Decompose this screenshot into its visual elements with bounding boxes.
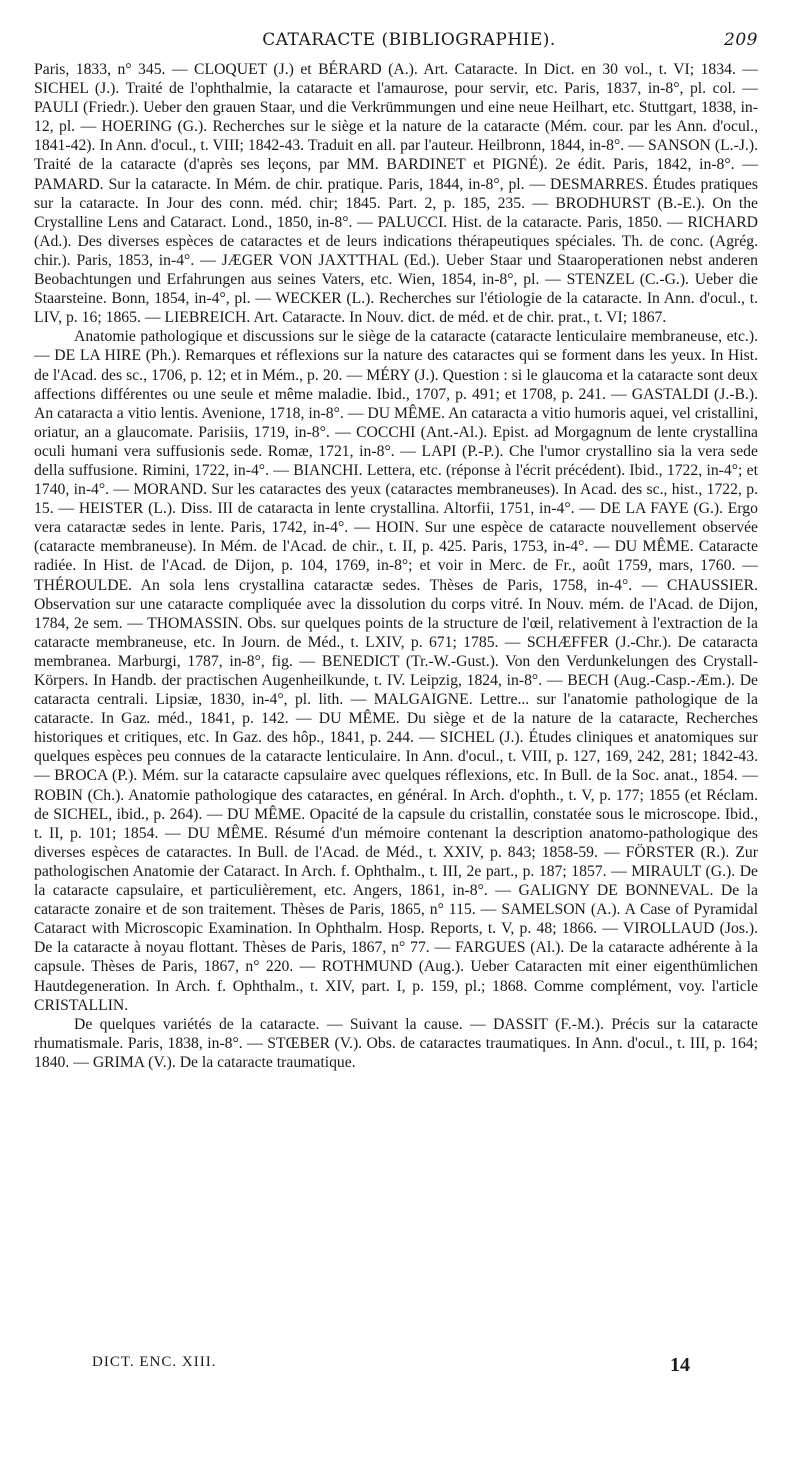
- paragraph-2: Anatomie pathologique et discussions sur le siège de la cataracte (cataracte lenticulaire membraneuse, etc.). — DE LA HIRE (Ph.). Remarques et réflexions sur la nature des cataractes qui se forment dans les yeux. In Hist. de l'Acad. des sc., 1706, p. 12; et in Mém., p. 20. — MÉRY (J.). Question : si le glaucoma et la cataracte sont deux affections différentes ou une seule et même maladie. Ibid., 1707, p. 491; et 1708, p. 241. — GASTALDI (J.-B.). An cataracta a vitio lentis. Avenione, 1718, in-8°. — DU MÊME. An cataracta a vitio humoris aquei, vel cristallini, oriatur, an a glaucomate. Parisiis, 1719, in-8°. — COCCHI (Ant.-Al.). Epist. ad Morgagnum de lente crystallina oculi humani vera suffusionis sede. Romæ, 1721, in-8°. — LAPI (P.-P.). Che l'umor crystallino sia la vera sede della suffusione. Rimini, 1722, in-4°. — BIANCHI. Lettera, etc. (réponse à l'écrit précédent). Ibid., 1722, in-4°; et 1740, in-4°. — MORAND. Sur les cataractes des yeux (cataractes membraneuses). In Acad. des sc., hist., 1722, p. 15. — HEISTER (L.). Diss. III de cataracta in lente crystallina. Altorfii, 1751, in-4°. — DE LA FAYE (G.). Ergo vera cataractæ sedes in lente. Paris, 1742, in-4°. — HOIN. Sur une espèce de cataracte nouvellement observée (cataracte membraneuse). In Mém. de l'Acad. de chir., t. II, p. 425. Paris, 1753, in-4°. — DU MÊME. Cataracte radiée. In Hist. de l'Acad. de Dijon, p. 104, 1769, in-8°; et voir in Merc. de Fr., août 1759, mars, 1760. — THÉROULDE. An sola lens crystallina cataractæ sedes. Thèses de Paris, 1758, in-4°. — CHAUSSIER. Observation sur une cataracte compliquée avec la dissolution du corps vitré. In Nouv. mém. de l'Acad. de Dijon, 1784, 2e sem. — THOMASSIN. Obs. sur quelques points de la structure de l'œil, relativement à l'extraction de la cataracte membraneuse, etc. In Journ. de Méd., t. LXIV, p. 671; 1785. — SCHÆFFER (J.-Chr.). De cataracta membranea. Marburgi, 1787, in-8°, fig. — BENEDICT (Tr.-W.-Gust.). Von den Verdunkelungen des Crystall-Körpers. In Handb. der practischen Augenheilkunde, t. IV. Leipzig, 1824, in-8°. — BECH (Aug.-Casp.-Æm.). De cataracta centrali. Lipsiæ, 1830, in-4°, pl. lith. — MALGAIGNE. Lettre... sur l'anatomie pathologique de la cataracte. In Gaz. méd., 1841, p. 142. — DU MÊME. Du siège et de la nature de la cataracte, Recherches historiques et critiques, etc. In Gaz. des hôp., 1841, p. 244. — SICHEL (J.). Études cliniques et anatomiques sur quelques espèces peu connues de la cataracte lenticulaire. In Ann. d'ocul., t. VIII, p. 127, 169, 242, 281; 1842-43. — BROCA (P.). Mém. sur la cataracte capsulaire avec quelques réflexions, etc. In Bull. de la Soc. anat., 1854. — ROBIN (Ch.). Anatomie pathologique des cataractes, en général. In Arch. d'ophth., t. V, p. 177; 1855 (et Réclam. de SICHEL, ibid., p. 264). — DU MÊME. Opacité de la capsule du cristallin, constatée sous le microscope. Ibid., t. II, p. 101; 1854. — DU MÊME. Résumé d'un mémoire contenant la description anatomo-pathologique des diverses espèces de cataractes. In Bull. de l'Acad. de Méd., t. XXIV, p. 843; 1858-59. — FÖRSTER (R.). Zur pathologischen Anatomie der Cataract. In Arch. f. Ophthalm., t. III, 2e part., p. 187; 1857. — MIRAULT (G.). De la cataracte capsulaire, et particulièrement, etc. Angers, 1861, in-8°. — GALIGNY DE BONNEVAL. De la cataracte zonaire et de son traitement. Thèses de Paris, 1865, n° 115. — SAMELSON (A.). A Case of Pyramidal Cataract with Microscopic Examination. In Ophthalm. Hosp. Reports, t. V, p. 48; 1866. — VIROLLAUD (Jos.). De la cataracte à noyau flottant. Thèses de Paris, 1867, n° 77. — FARGUES (Al.). De la cataracte adhérente à la capsule. Thèses de Paris, 1867, n° 220. — ROTHMUND (Aug.). Ueber Cataracten mit einer eigenthümlichen Hautdegeneration. In Arch. f. Ophthalm., t. XIV, part. I, p. 159, pl.; 1868. Comme complément, voy. l'article CRISTALLIN.: [34, 328, 758, 1014]
- running-header: [34, 30, 758, 60]
- paragraph-3: De quelques variétés de la cataracte. — Suivant la cause. — DASSIT (F.-M.). Précis sur la cataracte rhumatismale. Paris, 1838, in-8°. — STŒBER (V.). Obs. de cataractes traumatiques. In Ann. d'ocul., t. III, p. 164; 1840. — GRIMA (V.). De la cataracte traumatique.: [34, 1015, 758, 1071]
- signature-mark: 14: [670, 1354, 690, 1376]
- running-title: CATARACTE (BIBLIOGRAPHIE).: [262, 30, 556, 50]
- page-number: 209: [724, 30, 758, 50]
- footer-volume-label: DICT. ENC. XIII.: [92, 1354, 217, 1370]
- paragraph-1: Paris, 1833, n° 345. — CLOQUET (J.) et BÉRARD (A.). Art. Cataracte. In Dict. en 30 vol., t. VI; 1834. — SICHEL (J.). Traité de l'ophthalmie, la cataracte et l'amaurose, pour servir, etc. Paris, 1837, in-8°, pl. col. — PAULI (Friedr.). Ueber den grauen Staar, und die Verkrümmungen und eine neue Heilhart, etc. Stuttgart, 1838, in-12, pl. — HOERING (G.). Recherches sur le siège et la nature de la cataracte (Mém. cour. par les Ann. d'ocul., 1841-42). In Ann. d'ocul., t. VIII; 1842-43. Traduit en all. par l'auteur. Heilbronn, 1844, in-8°. — SANSON (L.-J.). Traité de la cataracte (d'après ses leçons, par MM. BARDINET et PIGNÉ). 2e édit. Paris, 1842, in-8°. — PAMARD. Sur la cataracte. In Mém. de chir. pratique. Paris, 1844, in-8°, pl. — DESMARRES. Études pratiques sur la cataracte. In Jour des conn. méd. chir; 1845. Part. 2, p. 185, 235. — BRODHURST (B.-E.). On the Crystalline Lens and Cataract. Lond., 1850, in-8°. — PALUCCI. Hist. de la cataracte. Paris, 1850. — RICHARD (Ad.). Des diverses espèces de cataractes et de leurs indications thérapeutiques spéciales. Th. de conc. (Agrég. chir.). Paris, 1853, in-4°. — JÆGER VON JAXTTHAL (Ed.). Ueber Staar und Staaroperationen nebst anderen Beobachtungen und Erfahrungen aus seines Vaters, etc. Wien, 1854, in-8°, pl. — STENZEL (C.-G.). Ueber die Staarsteine. Bonn, 1854, in-4°, pl. — WECKER (L.). Recherches sur l'étiologie de la cataracte. In Ann. d'ocul., t. LIV, p. 16; 1865. — LIEBREICH. Art. Cataracte. In Nouv. dict. de méd. et de chir. prat., t. VI; 1867.: [34, 61, 758, 327]
- bibliography-text: [34, 60, 758, 1072]
- page-footer: [92, 1354, 690, 1377]
